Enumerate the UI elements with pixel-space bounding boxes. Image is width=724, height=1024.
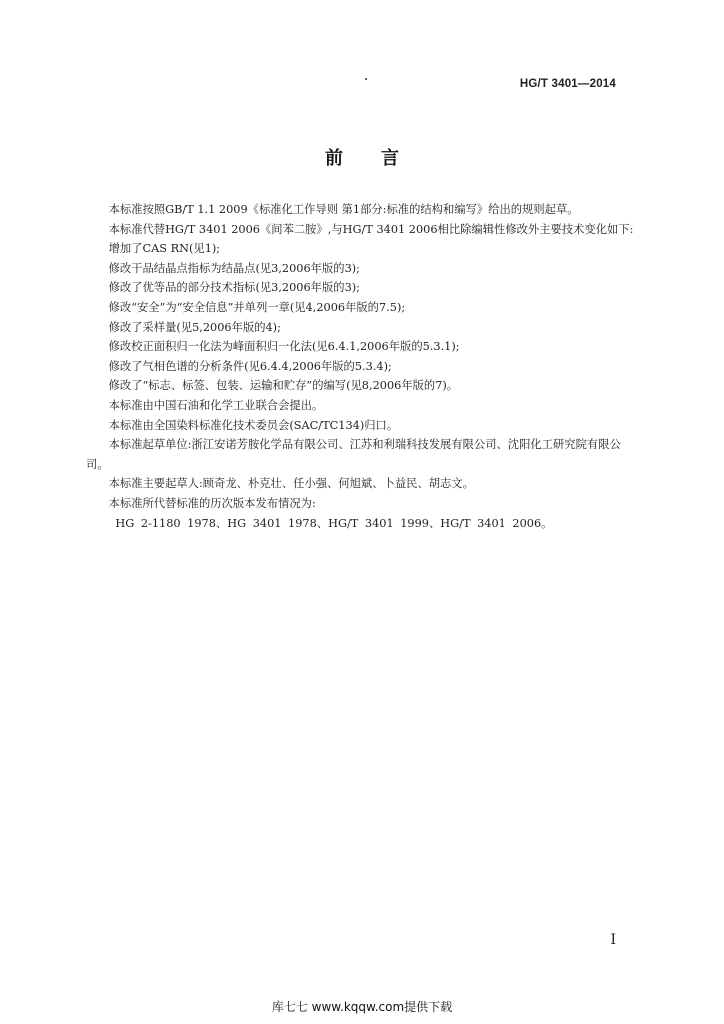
page-number: I [610, 932, 616, 948]
change-item: 修改了优等品的部分技术指标(见3,2006年版的3); [108, 281, 360, 295]
change-item: 增加了CAS RN(见1); [108, 242, 221, 256]
change-item: 修改干品结晶点指标为结晶点(见3,2006年版的3); [108, 261, 360, 275]
change-item: 修改“安全”为“安全信息”并单列一章(见4,2006年版的7.5); [108, 300, 406, 314]
paragraph-drafting-rules: 本标准按照GB/T 1.1 2009《标准化工作导则 第1部分:标准的结构和编写》给出的规则起草。 [108, 203, 579, 216]
paragraph-proposer: 本标准由中国石油和化学工业联合会提出。 [108, 398, 324, 412]
change-item: 修改校正面积归一化法为峰面积归一化法(见6.4.1,2006年版的5.3.1); [108, 340, 460, 354]
history-versions: HG 2-1180 1978、HG 3401 1978、HG/T 3401 1999、HG/T 3401 2006。 [115, 516, 553, 530]
download-footer: 库七七 www.kqqw.com提供下载 [271, 1000, 453, 1014]
paragraph-history-intro: 本标准所代替标准的历次版本发布情况为: [108, 496, 316, 510]
change-item: 修改了采样量(见5,2006年版的4); [108, 320, 281, 334]
paragraph-drafters: 本标准主要起草人:顾奇龙、朴克壮、任小强、何旭斌、卜益民、胡志文。 [108, 477, 474, 491]
change-item: 修改了气相色谱的分析条件(见6.4.4,2006年版的5.3.4); [108, 359, 392, 373]
scan-dot [365, 78, 367, 80]
paragraph-replacement: 本标准代替HG/T 3401 2006《间苯二胺》,与HG/T 3401 2006相比除编辑性修改外主要技术变化如下: [108, 222, 634, 236]
standard-code: HG/T 3401—2014 [519, 78, 616, 90]
foreword-title: 前言 [325, 148, 437, 169]
change-item: 修改了“标志、标签、包装、运输和贮存”的编写(见8,2006年版的7)。 [108, 379, 459, 393]
paragraph-drafting-units: 本标准起草单位:浙江安诺芳胺化学品有限公司、江苏和利瑞科技发展有限公司、沈阳化工研究院有限公司。 [86, 438, 621, 471]
paragraph-committee: 本标准由全国染料标准化技术委员会(SAC/TC134)归口。 [108, 418, 399, 432]
foreword-body [86, 200, 642, 533]
